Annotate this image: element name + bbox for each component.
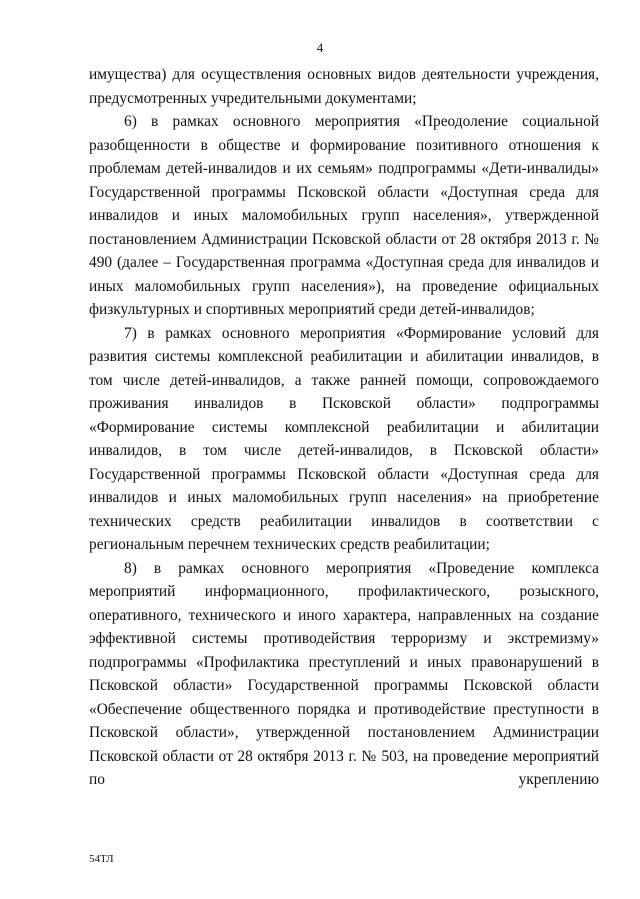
document-body bbox=[89, 63, 599, 792]
paragraph-item-8: 8) в рамках основного мероприятия «Проведение комплекса мероприятий информационного, профилактического, розыскного, оперативного, технического и иного характера, направленных на создание эффективной системы противодействия терроризму и экстремизму» подпрограммы «Профилактика преступлений и иных правонарушений в Псковской области» Государственной программы Псковской области «Обеспечение общественного порядка и противодействие преступности в Псковской области», утвержденной постановлением Администрации Псковской области от 28 октября 2013 г. № 503, на проведение мероприятий по укреплению bbox=[89, 559, 599, 788]
paragraph-item-7: 7) в рамках основного мероприятия «Формирование условий для развития системы комплексной реабилитации и абилитации инвалидов, в том числе детей-инвалидов, а также ранней помощи, сопровождаемого проживания инвалидов в Псковской области» подпрограммы «Формирование системы комплексной реабилитации и абилитации инвалидов, в том числе детей-инвалидов, в Псковской области» Государственной программы Псковской области «Доступная среда для инвалидов и иных маломобильных групп населения» на приобретение технических средств реабилитации инвалидов в соответствии с региональным перечнем технических средств реабилитации; bbox=[89, 324, 599, 553]
document-code: 54ТЛ bbox=[89, 853, 114, 865]
paragraph-continuation: имущества) для осуществления основных видов деятельности учреждения, предусмотренных учредительными документами; bbox=[89, 66, 599, 107]
page-number: 4 bbox=[316, 40, 324, 55]
paragraph-item-6: 6) в рамках основного мероприятия «Преодоление социальной разобщенности в обществе и формирование позитивного отношения к проблемам детей-инвалидов и их семьям» подпрограммы «Дети-инвалиды» Государственной программы Псковской области «Доступная среда для инвалидов и иных маломобильных групп населения», утвержденной постановлением Администрации Псковской области от 28 октября 2013 г. № 490 (далее – Государственная программа «Доступная среда для инвалидов и иных маломобильных групп населения»), на проведение официальных физкультурных и спортивных мероприятий среди детей-инвалидов; bbox=[89, 113, 599, 318]
